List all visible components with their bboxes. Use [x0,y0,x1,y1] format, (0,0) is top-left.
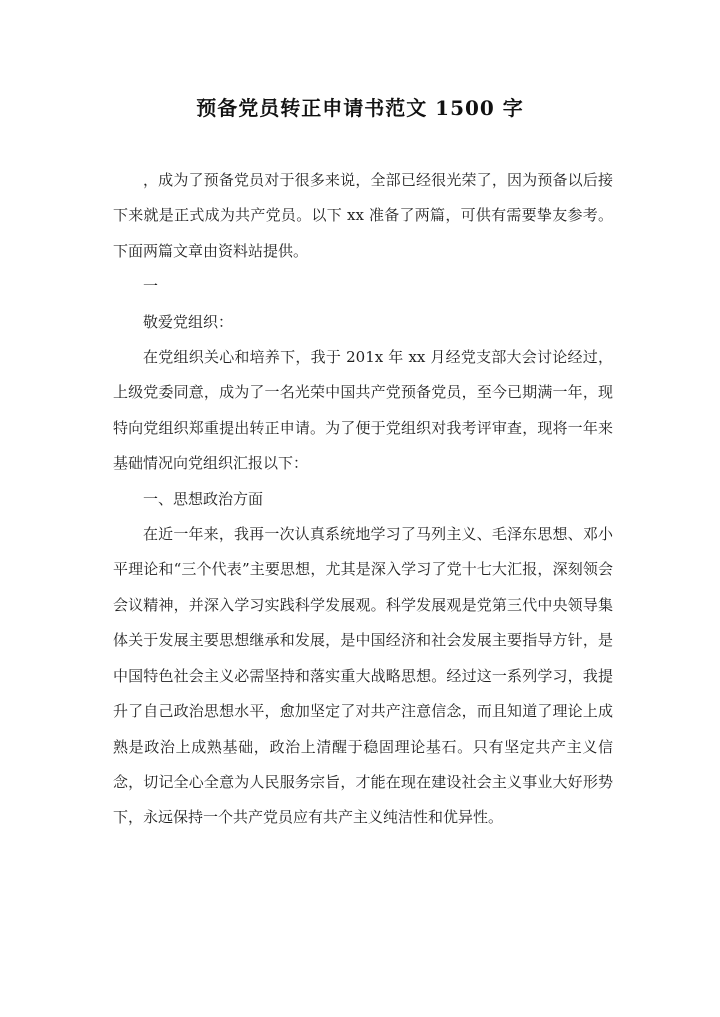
document-body [113,163,613,836]
part-number: 一 [143,277,159,296]
document-title: 预备党员转正申请书范文 1500 字 [196,96,524,120]
application-paragraph: 在党组织关心和培养下，我于 201x 年 xx 月经党支部大会讨论经过，上级党委同意，成为了一名光荣中国共产党预备党员，至今已期满一年，现特向党组织郑重提出转正申请。为了便于党组织对我考评审查，现将一年来基础情况向党组织汇报以下： [113,348,613,473]
intro-paragraph: ，成为了预备党员对于很多来说，全部已经很光荣了，因为预备以后接下来就是正式成为共产党员。以下 xx 准备了两篇，可供有需要挚友参考。下面两篇文章由资料站提供。 [113,171,613,260]
salutation: 敬爱党组织： [143,312,234,331]
section-heading: 一、思想政治方面 [143,489,264,508]
political-thought-paragraph: 在近一年来，我再一次认真系统地学习了马列主义、毛泽东思想、邓小平理论和“三个代表”主要思想，尤其是深入学习了党十七大汇报，深刻领会会议精神，并深入学习实践科学发展观。科学发展观是党第三代中央领导集体关于发展主要思想继承和发展，是中国经济和社会发展主要指导方针，是中国特色社会主义必需坚持和落实重大战略思想。经过这一系列学习，我提升了自己政治思想水平，愈加坚定了对共产注意信念，而且知道了理论上成熟是政治上成熟基础，政治上清醒于稳固理论基石。只有坚定共产主义信念，切记全心全意为人民服务宗旨，才能在现在建设社会主义事业大好形势下，永远保持一个共产党员应有共产主义纯洁性和优异性。 [113,525,613,827]
